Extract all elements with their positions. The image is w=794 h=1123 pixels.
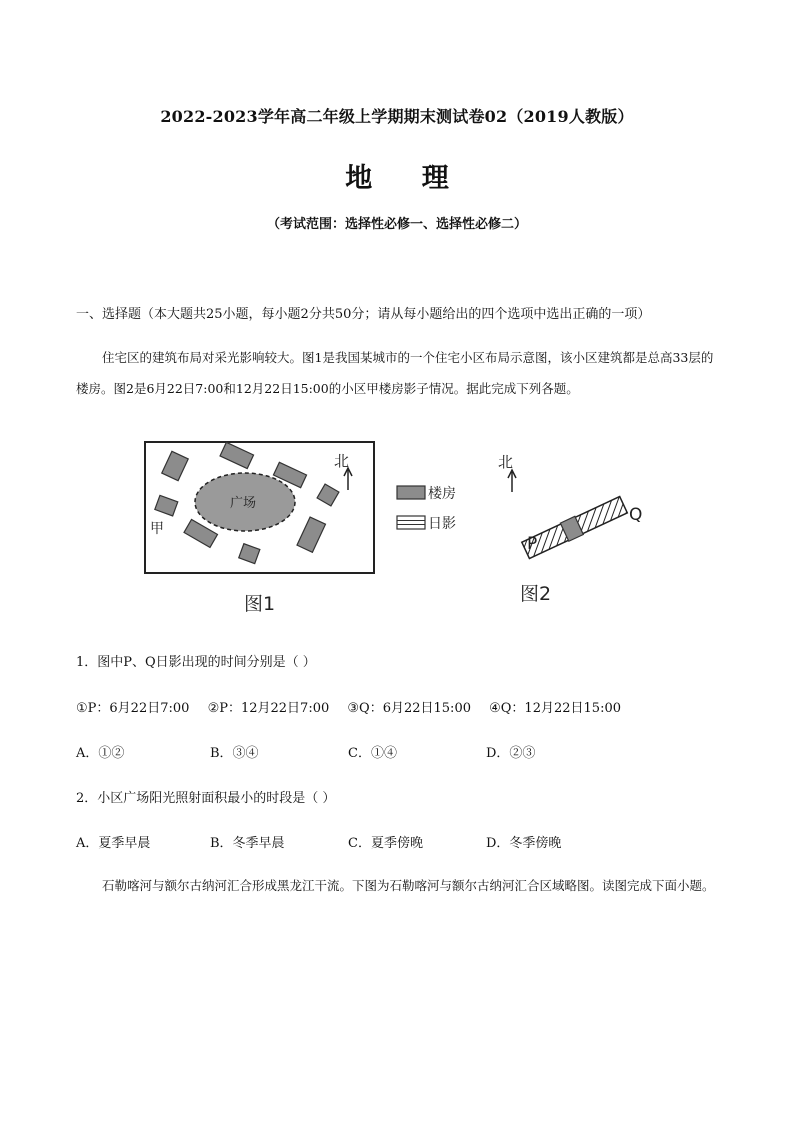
section-heading: 一、选择题（本大题共25小题，每小题2分共50分；请从每小题给出的四个选项中选出正确的一项）: [76, 307, 651, 322]
passage-2: 石勒喀河与额尔古纳河汇合形成黑龙江干流。下图为石勒喀河与额尔古纳河汇合区域略图。读图完成下面小题。: [102, 878, 715, 893]
figure-2-caption: 图2: [520, 583, 552, 605]
jia-label: 甲: [150, 521, 164, 537]
figure-1-and-2: [0, 430, 794, 620]
subject-title: 地 理: [345, 163, 469, 194]
figure-1: [145, 442, 374, 615]
question-1-stem: 1．图中P、Q日影出现的时间分别是（ ）: [76, 655, 316, 670]
q1-choice-d[interactable]: D．②③: [486, 746, 536, 761]
north-label-2: 北: [498, 453, 514, 471]
q1-choice-a[interactable]: A．①②: [76, 746, 125, 761]
legend-shadow-swatch: [397, 516, 425, 529]
q2-choice-b[interactable]: B．冬季早晨: [210, 836, 285, 851]
q2-choice-a[interactable]: A．夏季早晨: [76, 836, 151, 851]
q1-choice-c[interactable]: C．①④: [348, 746, 397, 761]
question-1-choices: [76, 742, 716, 760]
legend-shadow-label: 日影: [428, 516, 456, 532]
statement-3: ③Q：6月22日15:00: [347, 701, 471, 716]
passage-1: 住宅区的建筑布局对采光影响较大。图1是我国某城市的一个住宅小区布局示意图，该小区建筑都是总高33层的楼房。图2是6月22日7:00和12月22日15:00的小区甲楼房影子情况。据此完成下列各题。: [76, 350, 714, 396]
statement-4: ④Q：12月22日15:00: [489, 701, 621, 716]
exam-title: 2022-2023学年高二年级上学期期末测试卷02（2019人教版）: [160, 107, 634, 126]
question-1-statements: [76, 697, 635, 716]
north-arrow-icon: [508, 470, 516, 492]
north-label: 北: [334, 452, 350, 470]
q2-choice-d[interactable]: D．冬季傍晚: [486, 836, 562, 851]
legend: [397, 485, 456, 532]
figure-2: [498, 453, 642, 605]
exam-scope: （考试范围：选择性必修一、选择性必修二）: [266, 217, 527, 232]
legend-building-label: 楼房: [428, 486, 456, 502]
q2-choice-c[interactable]: C．夏季傍晚: [348, 836, 423, 851]
statement-2: ②P：12月22日7:00: [207, 701, 330, 716]
plaza-label: 广场: [230, 496, 257, 511]
statement-1: ①P：6月22日7:00: [76, 701, 190, 716]
legend-building-swatch: [397, 486, 425, 499]
figure-1-caption: 图1: [244, 593, 276, 615]
question-2-stem: 2．小区广场阳光照射面积最小的时段是（ ）: [76, 791, 336, 806]
question-2-choices: [76, 832, 716, 850]
p-label: P: [527, 534, 538, 554]
q1-choice-b[interactable]: B．③④: [210, 746, 259, 761]
q-label: Q: [629, 505, 643, 525]
